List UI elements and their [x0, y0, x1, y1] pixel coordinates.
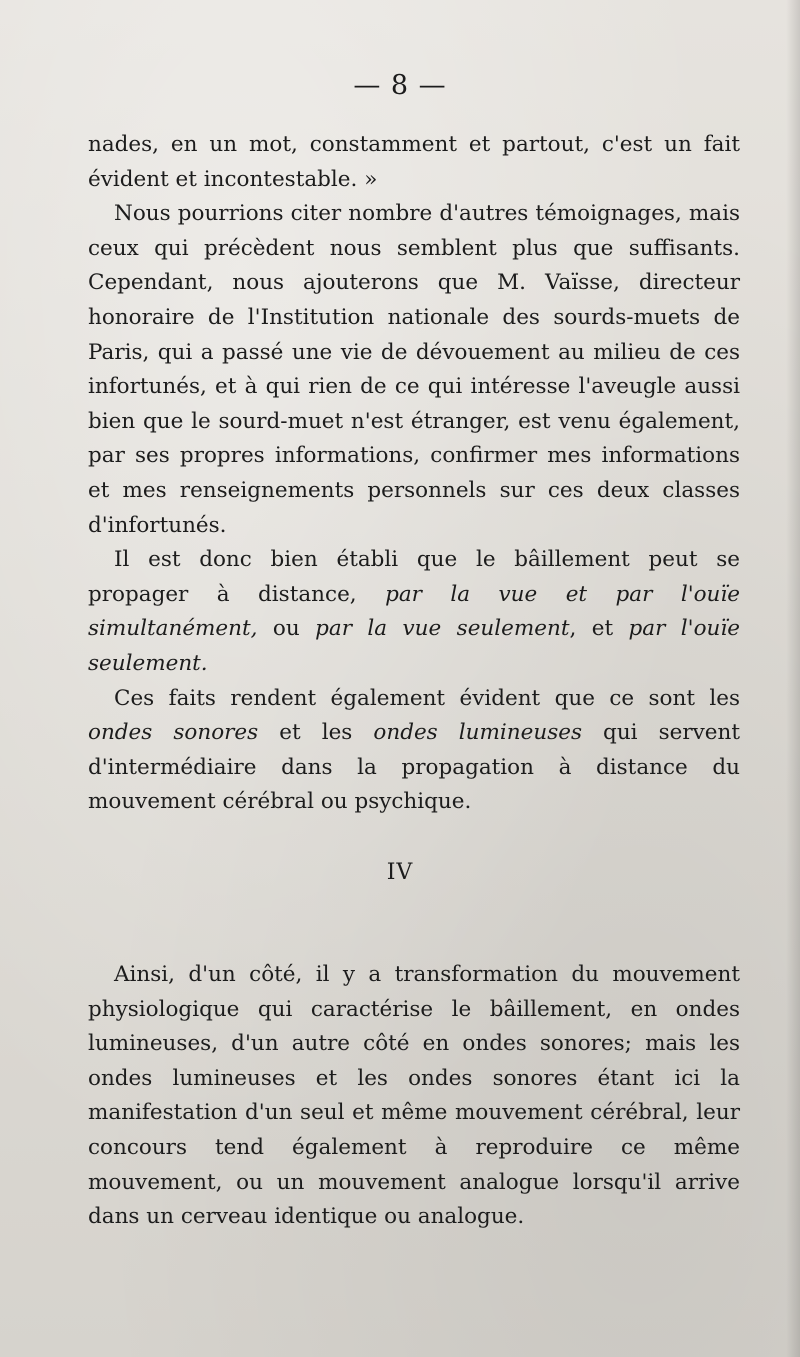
section-heading: IV — [386, 860, 414, 885]
text-run: Il est donc bien établi que le bâillement peut se propager à distance, — [88, 547, 740, 607]
italic-phrase: par la vue et par l'ouïe simultanément, — [88, 581, 740, 642]
text-run: Ces faits rendent également évident que ce sont les — [114, 685, 740, 711]
paragraph-bien-etabli — [88, 543, 740, 681]
italic-phrase: par la vue seulement — [315, 616, 570, 642]
paragraph-continuation: nades, en un mot, constamment et partout, c'est un fait évident et incontestable. » — [88, 132, 740, 192]
text-run: qui servent d'intermédiaire dans la propagation à distance du mouvement cérébral ou psychique. — [88, 720, 741, 815]
text-run: ou — [257, 616, 316, 642]
paragraph-temoignages: Nous pourrions citer nombre d'autres témoignages, mais ceux qui précèdent nous semblent plus que suffisants. Cependant, nous ajouterons que M. Vaïsse, directeur honoraire de l'Institution nationale des sourds-muets de Paris, qui a passé une vie de dévouement au milieu de ces infortunés, et à qui rien de ce qui intéresse l'aveugle aussi bien que le sourd-muet n'est étranger, est venu également, par ses propres informations, confirmer mes informations et mes renseignements personnels sur ces deux classes d'infortunés. — [88, 201, 740, 538]
page-number: — 8 — — [353, 70, 447, 101]
paragraph-ces-faits — [88, 682, 740, 820]
text-run: , et — [569, 616, 629, 642]
italic-phrase: ondes sonores — [88, 720, 259, 746]
text-block-before — [88, 128, 740, 820]
italic-phrase: ondes lumineuses — [373, 720, 582, 746]
text-run: et les — [258, 720, 374, 746]
text-block-after — [88, 958, 740, 1235]
paragraph-ainsi: Ainsi, d'un côté, il y a transformation du mouvement physiologique qui caractérise le bâillement, en ondes lumineuses, d'un autre côté en ondes sonores; mais les ondes lumineuses et les ondes sonores étant ici la manifestation d'un seul et même mouvement cérébral, leur concours tend également à reproduire ce même mouvement, ou un mouvement analogue lorsqu'il arrive dans un cerveau identique ou analogue. — [88, 962, 740, 1230]
italic-phrase: par l'ouïe seulement. — [88, 616, 740, 676]
